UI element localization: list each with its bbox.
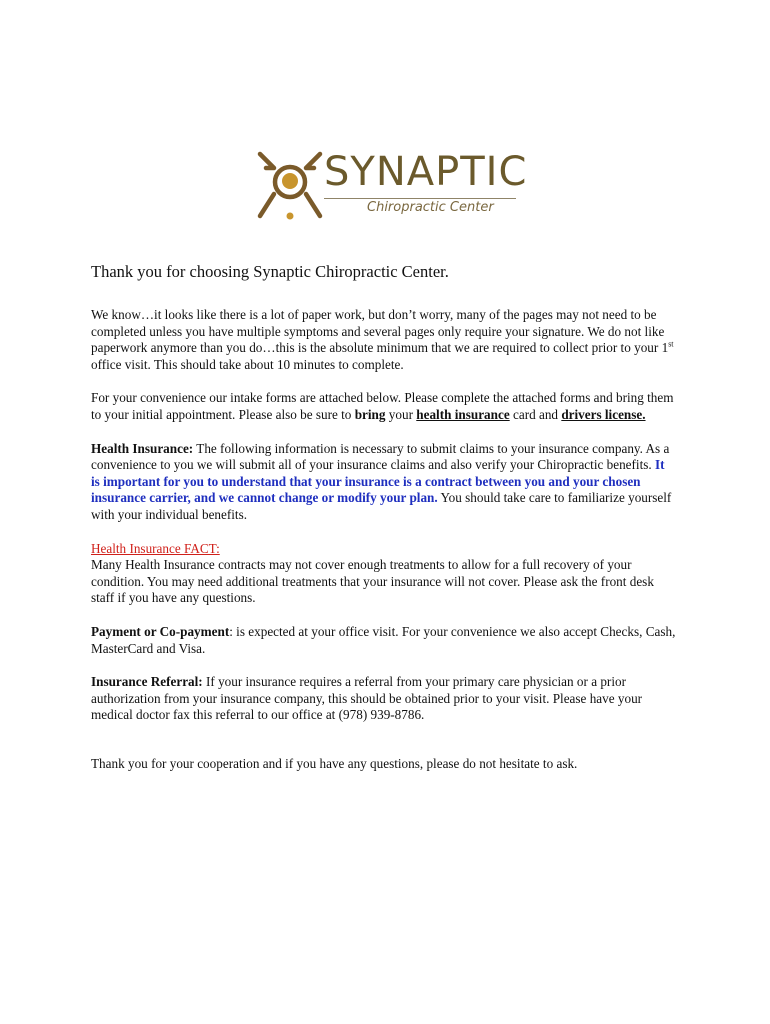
logo-wordmark: SYNAPTIC (324, 149, 528, 195)
health-insurance-label: Health Insurance: (91, 440, 194, 456)
logo-subtitle: Chiropractic Center (367, 200, 494, 215)
logo-divider (324, 198, 516, 199)
payment-text: : is expected at your office visit. For your convenience we also accept Checks, Cash, MasterCard and Visa. (91, 623, 676, 656)
referral-text: If your insurance requires a referral from your primary care physician or a prior authorization from your insurance company, this should be obtained prior to your visit. Please have your medical doctor fax this referral to our office at (978) 939-8786. (91, 674, 643, 723)
health-insurance-emphasis: health insurance (416, 406, 510, 422)
figure-icon (252, 148, 328, 226)
synaptic-logo (252, 148, 528, 226)
insurance-fact-text: Many Health Insurance contracts may not cover enough treatments to allow for a full recovery of your condition. You may need additional treatments that your insurance will not cover. Please ask the front desk staff if you have any questions. (91, 557, 654, 606)
insurance-fact-heading: Health Insurance FACT: (91, 540, 220, 556)
payment-paragraph (91, 624, 676, 657)
letter-body (91, 262, 676, 789)
closing-line: Thank you for your cooperation and if you have any questions, please do not hesitate to ask. (91, 755, 578, 771)
ordinal-superscript: st (668, 339, 674, 349)
health-insurance-paragraph (91, 441, 676, 524)
intro-text-end: office visit. This should take about 10 minutes to complete. (91, 356, 404, 372)
referral-label: Insurance Referral: (91, 674, 203, 690)
contract-notice: It is important for you to understand that your insurance is a contract between you and your chosen insurance carrier, and we cannot change or modify your plan. (91, 457, 665, 506)
health-insurance-text: The following information is necessary to submit claims to your insurance company. As a convenience to you we will submit all of your insurance claims and also verify your Chiropractic benefits. (91, 440, 670, 473)
page-title: Thank you for choosing Synaptic Chiropractic Center. (91, 262, 449, 281)
convenience-paragraph (91, 390, 676, 423)
convenience-text-2: your (385, 406, 417, 422)
insurance-fact-paragraph (91, 541, 676, 607)
convenience-text-3: card and (509, 406, 562, 422)
payment-label: Payment or Co-payment (91, 623, 230, 639)
intro-text: We know…it looks like there is a lot of paper work, but don’t worry, many of the pages may not need to be completed unless you have multiple symptoms and several pages only require your signature. We do not like paperwork anymore than you do…this is the absolute minimum that we are required to collect prior to your 1 (91, 307, 669, 356)
health-insurance-text-2: You should take care to familiarize yourself with your individual benefits. (91, 490, 672, 522)
drivers-license-emphasis: drivers license. (561, 406, 646, 422)
bring-emphasis: bring (354, 406, 386, 422)
referral-paragraph (91, 674, 676, 724)
intro-paragraph (91, 307, 676, 373)
convenience-text: For your convenience our intake forms are attached below. Please complete the attached forms and bring them to your initial appointment. Please also be sure to (91, 390, 674, 422)
